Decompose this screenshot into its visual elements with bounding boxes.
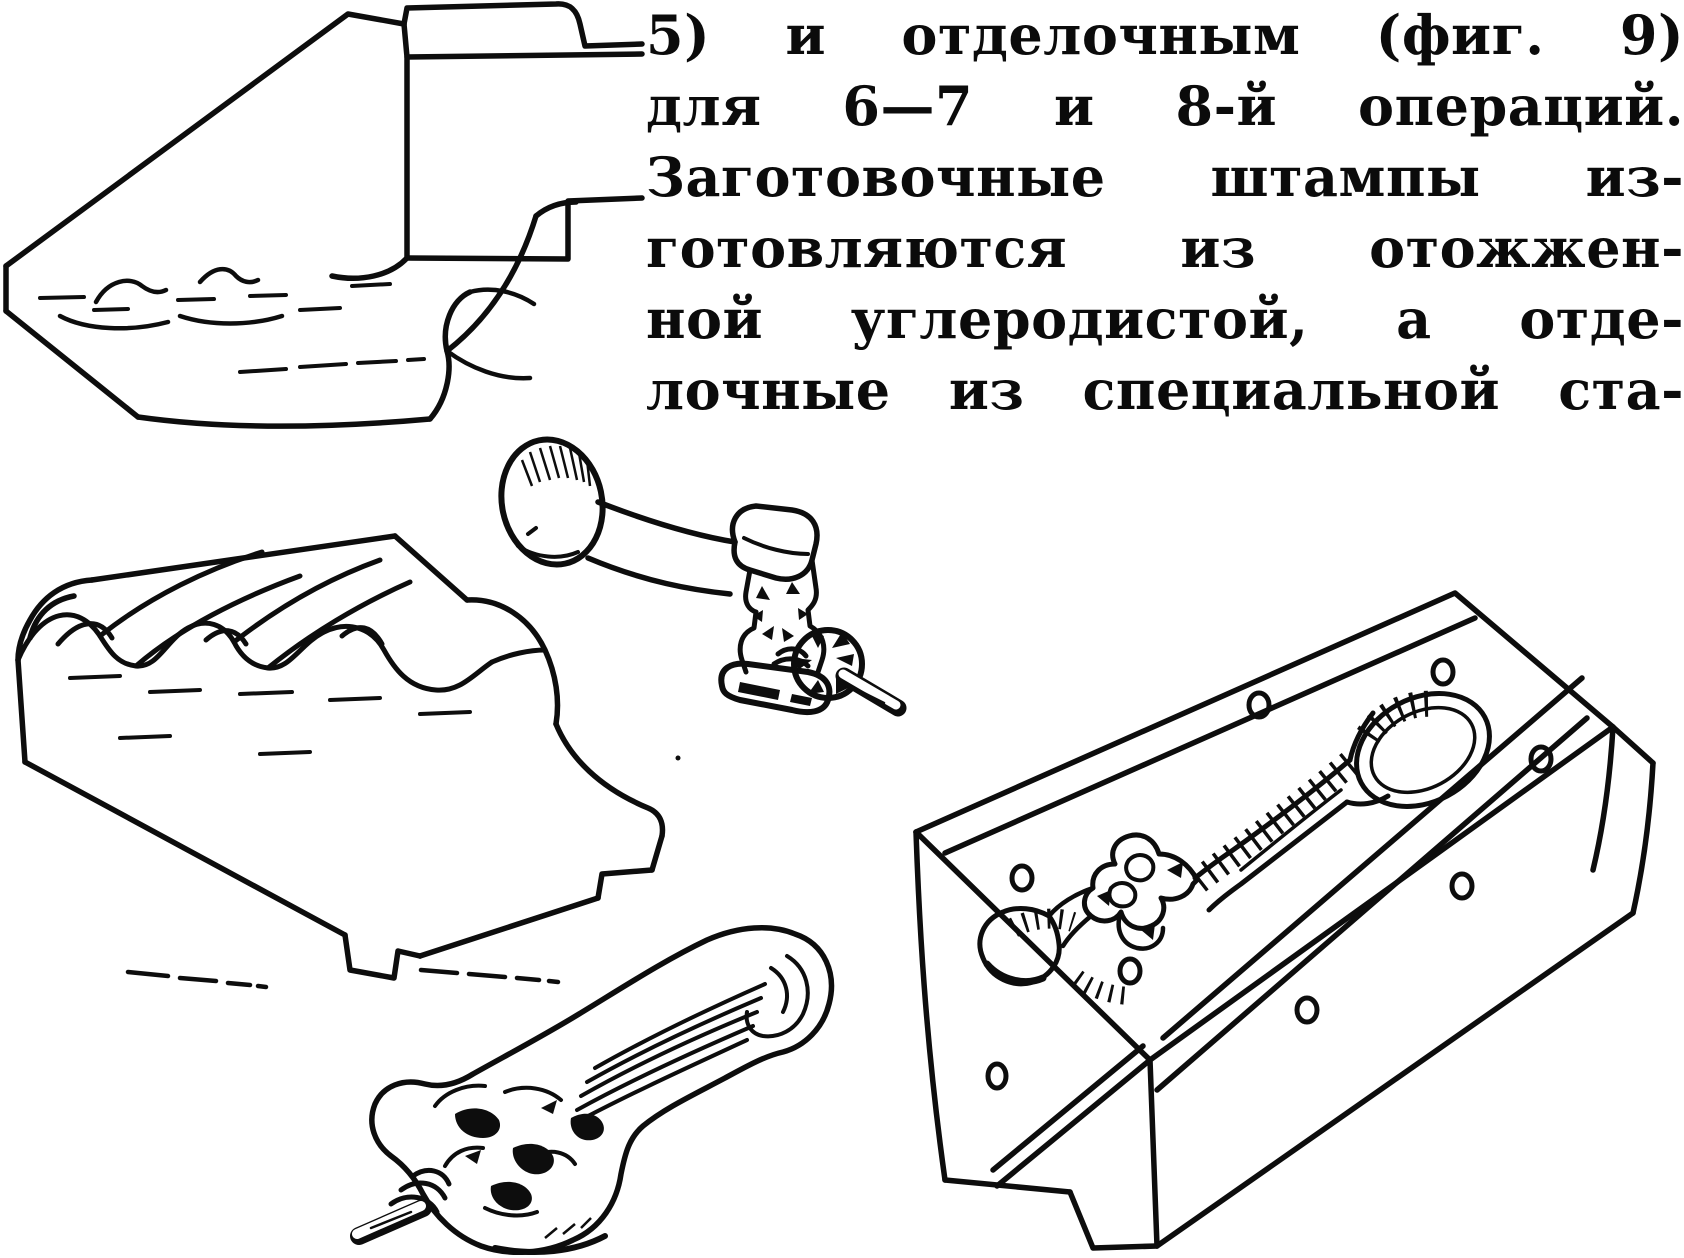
paragraph-line-1: 5) и отделочным (фиг. 9): [646, 3, 1684, 67]
paragraph-line-4: готовляются из отожжен-: [646, 216, 1684, 280]
paragraph-line-3: Заготовочные штампы из-: [646, 145, 1684, 209]
flash-dash-line: [421, 970, 558, 982]
finishing-die-drawing: [845, 498, 1684, 1258]
flash-outer-outline: [372, 928, 832, 1253]
flash-head-dark-sections: [455, 1100, 604, 1210]
blocking-die-underside-drawing: [0, 0, 645, 432]
figure-blocking-die-underside: [0, 0, 645, 432]
blank-shaft: [588, 502, 735, 594]
die2-hatch-dashes: [70, 676, 470, 754]
die5-dowel-holes: [988, 660, 1551, 1088]
figure-finishing-die: [845, 498, 1684, 1258]
flash-rod: [357, 1206, 423, 1236]
socket-wedge-marks: [753, 582, 808, 642]
figure-forging-with-flash: [295, 856, 840, 1258]
paragraph-line-5: ной углеродистой, а отде-: [646, 287, 1684, 351]
print-speck: [676, 756, 681, 761]
flash-forging-drawing: [295, 856, 840, 1258]
paragraph-line-6: лочные из специальной ста-: [646, 358, 1684, 422]
die2-parting-dash-line: [128, 972, 266, 987]
die1-outline: [6, 4, 642, 426]
die1-impression-contours: [60, 269, 534, 378]
paragraph: [646, 0, 1684, 436]
paragraph-line-2: для 6—7 и 8-й операций.: [646, 74, 1684, 138]
die5-block-outline: [916, 593, 1653, 1248]
blank-head: [721, 506, 829, 712]
